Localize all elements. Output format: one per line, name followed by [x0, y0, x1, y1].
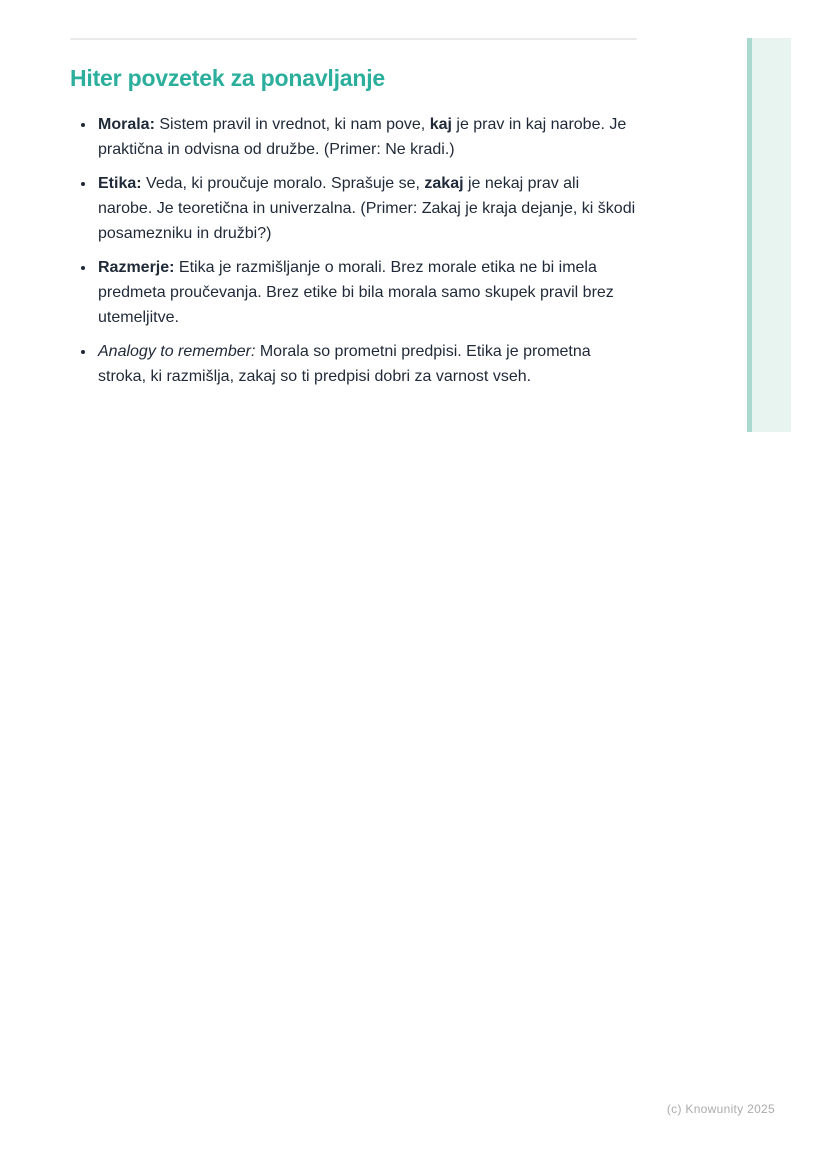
text-segment: je nekaj prav ali narobe. Je teoretična in univerzalna. (Primer: Zakaj je kraja dejanje, ki škodi posamezniku in družbi?) — [98, 175, 636, 242]
text-segment: Analogy to remember: — [98, 343, 256, 360]
text-segment: Morala so prometni predpisi. Etika je prometna stroka, ki razmišlja, zakaj so ti predpisi dobri za varnost vseh. — [98, 343, 591, 385]
list-item — [96, 171, 637, 246]
text-segment: Morala: — [98, 116, 155, 133]
section-title: Hiter povzetek za ponavljanje — [70, 65, 386, 91]
text-segment: Etika je razmišljanje o morali. Brez morale etika ne bi imela predmeta proučevanja. Brez etike bi bila morala samo skupek pravil brez utemeljitve. — [98, 259, 614, 326]
top-divider — [70, 38, 637, 40]
summary-list — [70, 112, 637, 389]
list-item — [96, 339, 637, 389]
list-item — [96, 112, 637, 162]
text-segment: Razmerje: — [98, 259, 175, 276]
text-segment: Sistem pravil in vrednot, ki nam pove, — [154, 116, 430, 133]
document-content — [70, 64, 637, 398]
text-segment: kaj — [429, 116, 452, 133]
text-segment: zakaj — [424, 175, 464, 192]
text-segment: Etika: — [98, 175, 142, 192]
text-segment: Veda, ki proučuje moralo. Sprašuje se, — [141, 175, 425, 192]
page-accent-strip — [747, 38, 791, 432]
list-item — [96, 255, 637, 330]
text-segment: je prav in kaj narobe. Je praktična in odvisna od družbe. (Primer: Ne kradi.) — [98, 116, 627, 158]
copyright-notice: (c) Knowunity 2025 — [666, 1102, 775, 1116]
